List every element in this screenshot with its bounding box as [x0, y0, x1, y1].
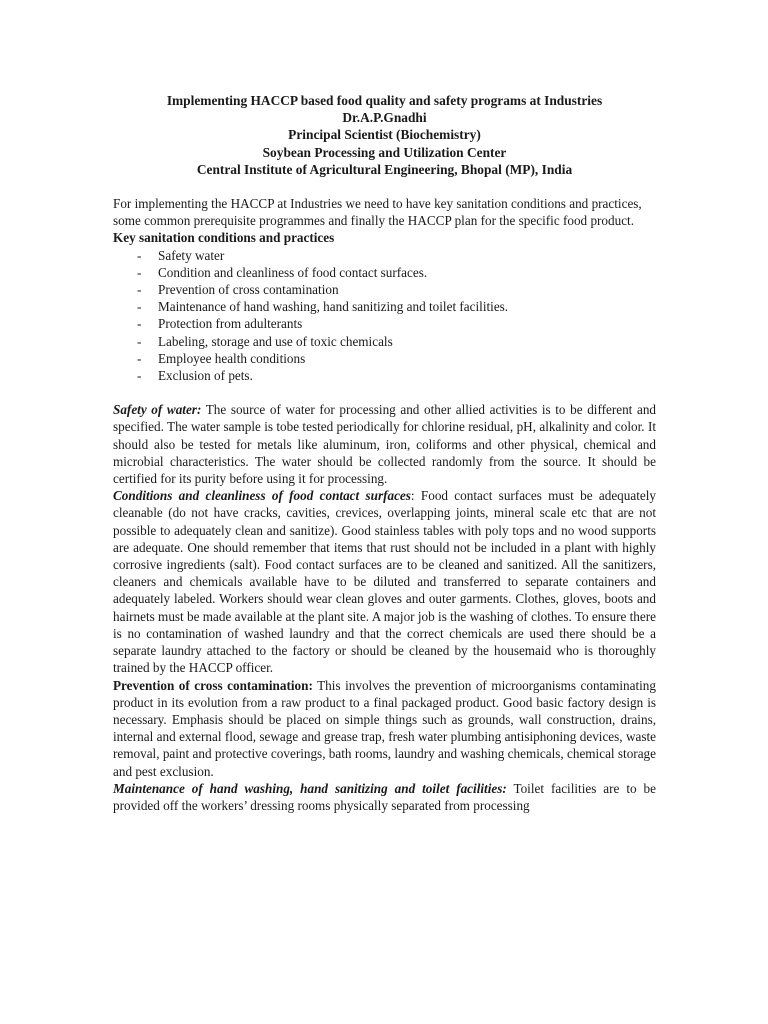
- section-body: : Food contact surfaces must be adequately cleanable (do not have cracks, cavities, crevices, overlapping joints, mineral scale etc that are not possible to adequately clean and sanitize). Good stainless tables with poly tops and no wood supports are adequate. One should remember that items that rust should not be included in a plant with highly corrosive ingredients (salt). Food contact surfaces are to be cleaned and sanitized. All the sanitizers, cleaners and chemicals available have to be diluted and transferred to separate containers and adequately labeled. Workers should wear clean gloves and outer garments. Clothes, gloves, boots and hairnets must be made available at the plant site. A major job is the washing of clothes. To ensure there is no contamination of washed laundry and that the correct chemicals are used there should be a separate laundry attached to the factory or should be cleaned by the housemaid who is thoroughly trained by the HACCP officer.: [113, 488, 656, 676]
- author-center: Soybean Processing and Utilization Center: [262, 144, 507, 160]
- list-item: [113, 264, 656, 281]
- list-item-text: Prevention of cross contamination: [158, 282, 339, 298]
- bullet-dash: -: [137, 350, 142, 366]
- list-item: [113, 350, 656, 367]
- section-hand-washing: [113, 780, 656, 814]
- section-body: This involves the prevention of microorganisms contaminating product in its evolution from a raw product to a final packaged product. Good basic factory design is necessary. Emphasis should be placed on simple things such as grounds, wall construction, drains, internal and external flood, sewage and grease trap, fresh water plumbing antisiphoning devices, waste removal, paint and protective coverings, bath rooms, laundry and washing chemicals, chemical storage and pest exclusion.: [113, 677, 656, 779]
- bullet-dash: -: [137, 264, 142, 280]
- list-item-text: Maintenance of hand washing, hand sanitizing and toilet facilities.: [158, 299, 509, 315]
- list-item: [113, 367, 656, 384]
- bullet-dash: -: [137, 333, 142, 349]
- document-header: [113, 92, 656, 178]
- section-water-safety: [113, 401, 656, 487]
- author-institute: Central Institute of Agricultural Engineering, Bhopal (MP), India: [196, 161, 573, 177]
- list-item-text: Condition and cleanliness of food contact surfaces.: [158, 264, 428, 280]
- list-item: [113, 333, 656, 350]
- list-item: [113, 298, 656, 315]
- section-contact-surfaces: [113, 487, 656, 676]
- list-item-text: Protection from adulterants: [158, 316, 303, 332]
- list-item: [113, 281, 656, 298]
- intro-paragraph: For implementing the HACCP at Industries we need to have key sanitation conditions and practices, some common prerequisite programmes and finally the HACCP plan for the specific food product.: [113, 196, 642, 229]
- section-cross-contamination: [113, 677, 656, 780]
- bullet-dash: -: [137, 247, 142, 263]
- document-title: Implementing HACCP based food quality and safety programs at Industries: [166, 93, 603, 108]
- practices-list: [113, 247, 656, 385]
- list-item: [113, 247, 656, 264]
- list-item-text: Exclusion of pets.: [158, 368, 253, 384]
- document-page: [113, 92, 656, 814]
- section-body: Toilet facilities are to be provided off the workers’ dressing rooms physically separated from processing: [113, 780, 656, 813]
- section-heading: Maintenance of hand washing, hand sanitizing and toilet facilities:: [113, 780, 507, 796]
- bullet-dash: -: [137, 368, 142, 384]
- list-item-text: Safety water: [158, 247, 225, 263]
- section-heading: Prevention of cross contamination:: [113, 677, 313, 693]
- bullet-dash: -: [137, 282, 142, 298]
- section-body: The source of water for processing and other allied activities is to be different and specified. The water sample is tobe tested periodically for chlorine residual, pH, alkalinity and color. It should also be tested for metals like aluminum, iron, coliforms and other physical, chemical and microbial characteristics. The water should be collected randomly from the source. It should be certified for its purity before using it for processing.: [113, 402, 657, 487]
- author-position: Principal Scientist (Biochemistry): [288, 127, 481, 143]
- section-heading: Safety of water:: [113, 402, 202, 418]
- bullet-dash: -: [137, 316, 142, 332]
- author-name: Dr.A.P.Gnadhi: [342, 110, 427, 126]
- practices-heading: Key sanitation conditions and practices: [113, 230, 335, 246]
- section-heading: Conditions and cleanliness of food contact surfaces: [113, 488, 411, 504]
- list-item-text: Employee health conditions: [158, 350, 306, 366]
- list-item: [113, 315, 656, 332]
- bullet-dash: -: [137, 299, 142, 315]
- list-item-text: Labeling, storage and use of toxic chemicals: [158, 333, 393, 349]
